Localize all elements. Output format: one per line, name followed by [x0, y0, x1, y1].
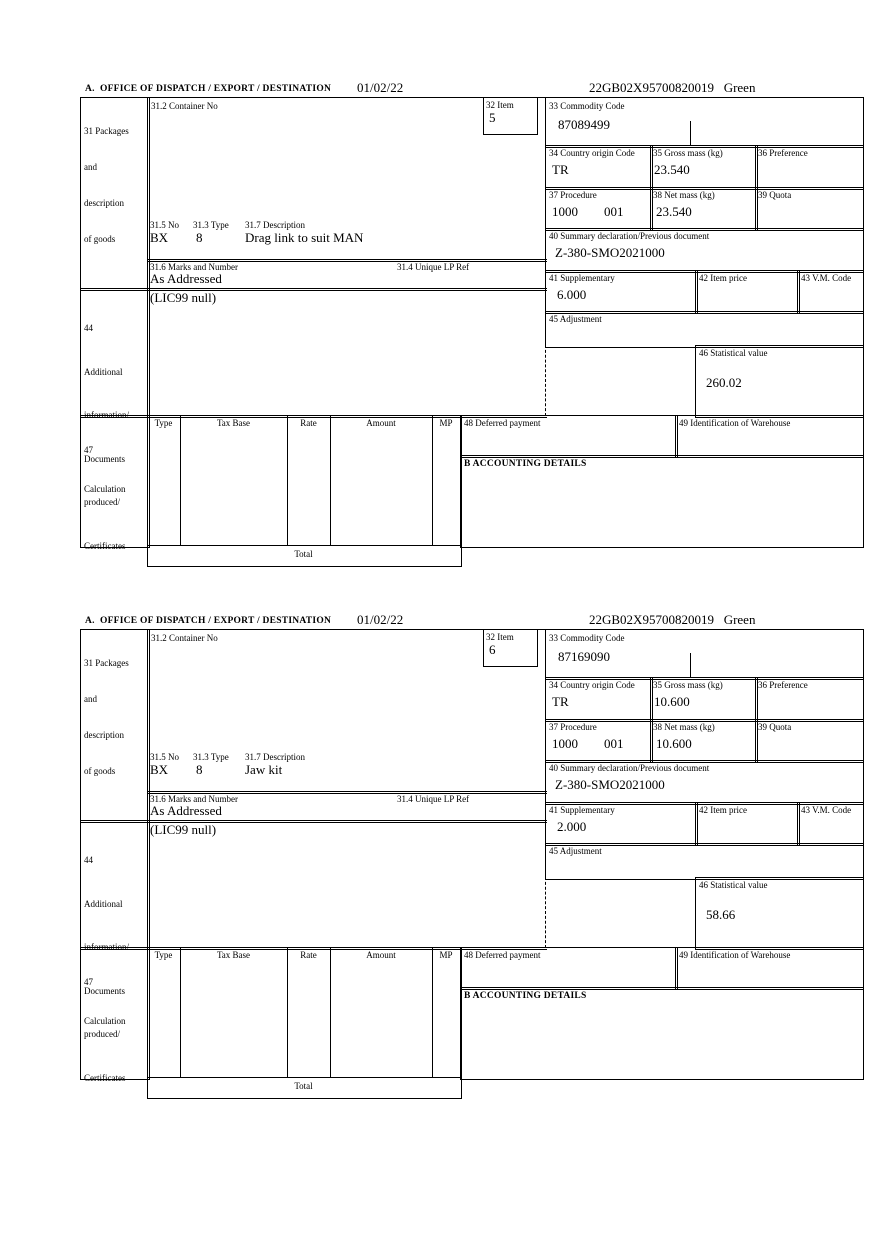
office-of-dispatch-header: A. OFFICE OF DISPATCH / EXPORT / DESTINATION [85, 616, 332, 626]
box47-label-line: 47 [84, 977, 93, 987]
total-row-divider [147, 1077, 460, 1078]
procedure-code: 1000 [552, 204, 578, 219]
tax-column-header-amount: Amount [366, 950, 396, 960]
box37-procedure-label: 37 Procedure [549, 722, 597, 732]
box47-label-line: 47 [84, 445, 93, 455]
tax-column-header-type: Type [154, 950, 173, 960]
additional-information: (LIC99 null) [150, 290, 217, 305]
box31-2-container-no-label: 31.2 Container No [151, 101, 218, 111]
box43-vm-code-label: 43 V.M. Code [801, 273, 852, 283]
box44-content-area [147, 820, 547, 950]
box47-label-line: Calculation [84, 1016, 126, 1026]
box49-warehouse-label: 49 Identification of Warehouse [679, 418, 791, 428]
box35-gross-mass-label: 35 Gross mass (kg) [653, 148, 723, 158]
tax-table-column-divider [287, 415, 288, 545]
accounting-details-label: B ACCOUNTING DETAILS [464, 991, 587, 1001]
marks-and-numbers: As Addressed [150, 803, 222, 818]
declaration-item-section [0, 612, 882, 1117]
box48-deferred-payment-label: 48 Deferred payment [464, 950, 541, 960]
box49-warehouse-label: 49 Identification of Warehouse [679, 950, 791, 960]
total-label: Total [294, 1081, 313, 1091]
gross-mass: 10.600 [654, 694, 690, 709]
tax-table-column-divider [330, 947, 331, 1077]
box42-item-price-label: 42 Item price [699, 805, 747, 815]
box31-6-marks-label: 31.6 Marks and Number [150, 262, 238, 272]
goods-description: Drag link to suit MAN [245, 230, 364, 245]
box32-item-label: 32 Item [486, 100, 514, 110]
tax-table-column-divider [432, 415, 433, 545]
procedure-code-2: 001 [604, 736, 624, 751]
box31-label-line: 31 Packages [84, 126, 129, 136]
declaration-item-section [0, 80, 882, 585]
procedure-code: 1000 [552, 736, 578, 751]
box44-label-line: produced/ [84, 1029, 120, 1039]
box44-label-line: 44 [84, 855, 93, 865]
box40-summary-declaration-label: 40 Summary declaration/Previous document [549, 763, 710, 773]
tax-column-header-amount: Amount [366, 418, 396, 428]
statistical-value: 260.02 [706, 375, 742, 390]
box39-quota-label: 39 Quota [758, 190, 792, 200]
box47-calculation-label [84, 418, 126, 522]
box31-label-line: and [84, 162, 97, 172]
box40-summary-declaration-label: 40 Summary declaration/Previous document [549, 231, 710, 241]
statistical-dashed-divider [545, 345, 546, 416]
box44-label-line: Certificates [84, 540, 126, 551]
box47-label-line: Calculation [84, 484, 126, 494]
supplementary-units: 2.000 [557, 819, 587, 834]
box47-calculation-label [84, 950, 126, 1054]
tax-column-header-type: Type [154, 418, 173, 428]
accounting-details-label: B ACCOUNTING DETAILS [464, 459, 587, 469]
office-of-dispatch-header: A. OFFICE OF DISPATCH / EXPORT / DESTINATION [85, 84, 332, 94]
box41-supplementary-label: 41 Supplementary [549, 273, 615, 283]
box31-4-unique-lp-ref-label: 31.4 Unique LP Ref [397, 262, 470, 272]
country-origin-code: TR [552, 162, 569, 177]
box44-content-area [147, 288, 547, 418]
statistical-value: 58.66 [706, 907, 736, 922]
box31-6-marks-label: 31.6 Marks and Number [150, 794, 238, 804]
box31-3-type-label: 31.3 Type [193, 220, 229, 230]
box31-4-unique-lp-ref-label: 31.4 Unique LP Ref [397, 794, 470, 804]
box42-item-price-label: 42 Item price [699, 273, 747, 283]
net-mass: 10.600 [656, 736, 692, 751]
box32-item-label: 32 Item [486, 632, 514, 642]
box31-packages-label [84, 633, 129, 801]
marks-and-numbers: As Addressed [150, 271, 222, 286]
tax-column-header-rate: Rate [300, 418, 317, 428]
package-count: BX [150, 230, 169, 245]
box33-commodity-code-label: 33 Commodity Code [549, 633, 625, 643]
box35-gross-mass-label: 35 Gross mass (kg) [653, 680, 723, 690]
total-row-divider [147, 545, 460, 546]
box31-2-container-no-label: 31.2 Container No [151, 633, 218, 643]
box37-procedure-label: 37 Procedure [549, 190, 597, 200]
box44-label-line: Documents [84, 453, 125, 464]
box31-packages-label [84, 101, 129, 269]
additional-information: (LIC99 null) [150, 822, 217, 837]
box31-label-line: of goods [84, 234, 116, 244]
box44-label-line: produced/ [84, 497, 120, 507]
box31-label-line: of goods [84, 766, 116, 776]
tax-table-column-divider [432, 947, 433, 1077]
box31-3-type-label: 31.3 Type [193, 752, 229, 762]
box41-supplementary-label: 41 Supplementary [549, 805, 615, 815]
box44-label-line: information/ [84, 942, 129, 952]
box36-preference-label: 36 Preference [758, 680, 808, 690]
tax-column-header-mp: MP [439, 418, 453, 428]
box44-label-line: Additional [84, 898, 123, 909]
box38-net-mass-label: 38 Net mass (kg) [653, 190, 715, 200]
tax-column-header-tax-base: Tax Base [216, 950, 251, 960]
gross-mass: 23.540 [654, 162, 690, 177]
box46-statistical-value-label: 46 Statistical value [699, 348, 768, 358]
previous-document: Z-380-SMO2021000 [555, 245, 665, 260]
box31-label-line: 31 Packages [84, 658, 129, 668]
box39-quota-label: 39 Quota [758, 722, 792, 732]
item-number: 6 [489, 642, 496, 657]
box44-label-line: Additional [84, 366, 123, 377]
commodity-code-divider [690, 121, 691, 146]
box43-vm-code-label: 43 V.M. Code [801, 805, 852, 815]
box31-7-description-label: 31.7 Description [245, 752, 305, 762]
box44-label-line: 44 [84, 323, 93, 333]
package-type: 8 [196, 762, 203, 777]
declaration-reference: 22GB02X95700820019 Green [589, 612, 756, 627]
previous-document: Z-380-SMO2021000 [555, 777, 665, 792]
supplementary-units: 6.000 [557, 287, 587, 302]
procedure-code-2: 001 [604, 204, 624, 219]
box31-label-line: description [84, 730, 124, 740]
box36-preference-label: 36 Preference [758, 148, 808, 158]
box44-label-line: information/ [84, 410, 129, 420]
box45-adjustment-label: 45 Adjustment [549, 314, 602, 324]
package-count: BX [150, 762, 169, 777]
tax-table-column-divider [330, 415, 331, 545]
declaration-reference: 22GB02X95700820019 Green [589, 80, 756, 95]
tax-column-header-tax-base: Tax Base [216, 418, 251, 428]
box46-statistical-value-label: 46 Statistical value [699, 880, 768, 890]
statistical-dashed-divider [545, 877, 546, 948]
box34-country-origin-label: 34 Country origin Code [549, 148, 635, 158]
commodity-code-divider [690, 653, 691, 678]
box31-5-no-label: 31.5 No [150, 752, 179, 762]
box38-net-mass-label: 38 Net mass (kg) [653, 722, 715, 732]
declaration-date: 01/02/22 [357, 612, 404, 627]
box31-5-no-label: 31.5 No [150, 220, 179, 230]
box31-7-description-label: 31.7 Description [245, 220, 305, 230]
tax-table-column-divider [180, 947, 181, 1077]
package-type: 8 [196, 230, 203, 245]
box33-commodity-code-label: 33 Commodity Code [549, 101, 625, 111]
goods-description: Jaw kit [245, 762, 283, 777]
tax-table-column-divider [180, 415, 181, 545]
item-number: 5 [489, 110, 496, 125]
box48-deferred-payment-label: 48 Deferred payment [464, 418, 541, 428]
box44-label-line: Certificates [84, 1072, 126, 1083]
commodity-code: 87089499 [558, 117, 610, 132]
country-origin-code: TR [552, 694, 569, 709]
total-label: Total [294, 549, 313, 559]
tax-column-header-rate: Rate [300, 950, 317, 960]
box31-label-line: and [84, 694, 97, 704]
tax-table-column-divider [287, 947, 288, 1077]
commodity-code: 87169090 [558, 649, 610, 664]
box31-label-line: description [84, 198, 124, 208]
net-mass: 23.540 [656, 204, 692, 219]
tax-column-header-mp: MP [439, 950, 453, 960]
box45-adjustment-label: 45 Adjustment [549, 846, 602, 856]
box34-country-origin-label: 34 Country origin Code [549, 680, 635, 690]
box44-label-line: Documents [84, 985, 125, 996]
declaration-date: 01/02/22 [357, 80, 404, 95]
